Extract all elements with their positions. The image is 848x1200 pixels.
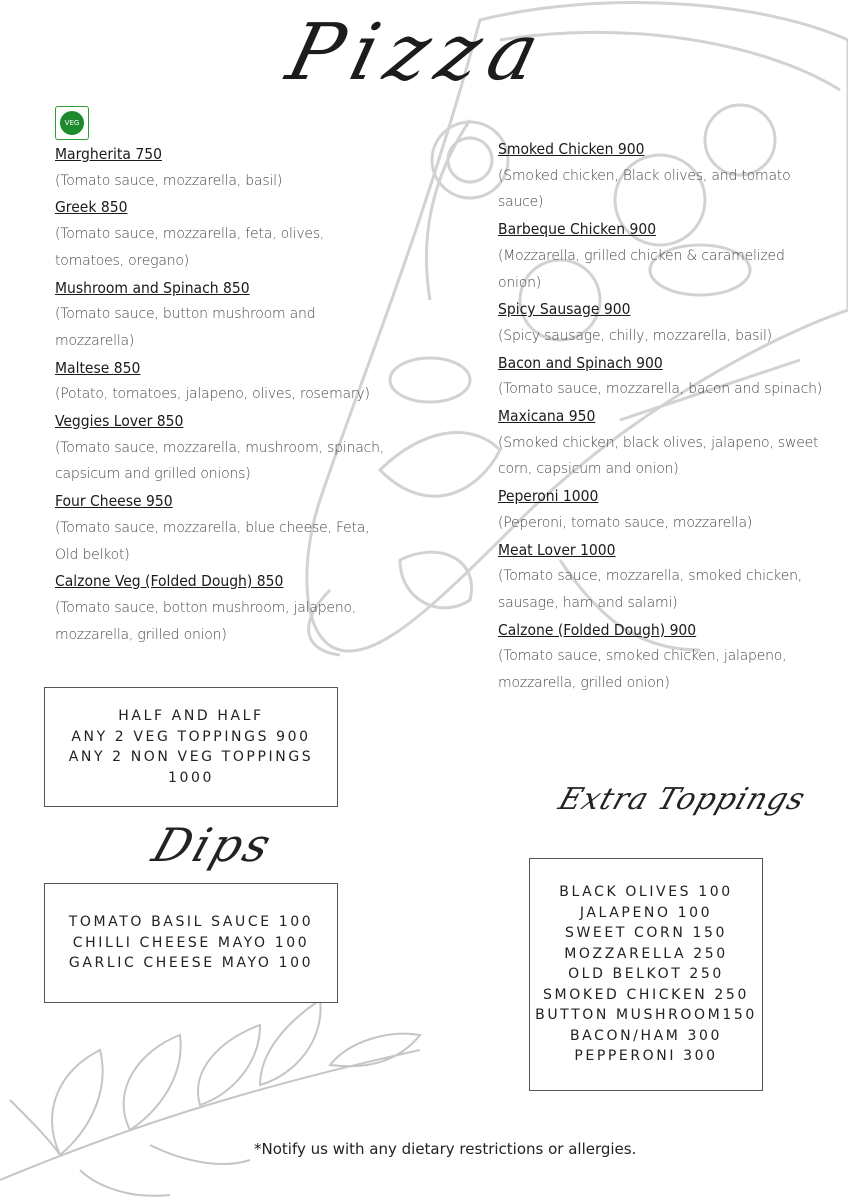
leaf-branch-decoration — [0, 980, 430, 1200]
veg-pizza-list — [55, 141, 385, 648]
topping-item: JALAPENO 100 — [579, 904, 713, 921]
item-name: Peperoni 1000 — [498, 487, 599, 506]
item-description: (Spicy sausage, chilly, mozzarella, basil) — [498, 327, 772, 344]
topping-item: SMOKED CHICKEN 250 — [543, 986, 749, 1003]
item-name: Mushroom and Spinach 850 — [55, 278, 250, 297]
box-line: HALF AND HALF — [118, 708, 264, 724]
item-description: (Tomato sauce, button mushroom and mozzarella) — [55, 306, 316, 349]
item-name: Barbeque Chicken 900 — [498, 220, 657, 239]
menu-item — [498, 617, 828, 697]
item-name: Maxicana 950 — [498, 407, 596, 426]
item-description: (Tomato sauce, mozzarella, basil) — [55, 172, 283, 189]
topping-item: PEPPERONI 300 — [574, 1048, 718, 1065]
allergy-note: *Notify us with any dietary restrictions or allergies. — [254, 1140, 637, 1158]
menu-item — [55, 141, 385, 194]
menu-item — [55, 568, 385, 648]
item-description: (Peperoni, tomato sauce, mozzarella) — [498, 514, 753, 531]
veg-badge-label: VEG — [60, 111, 84, 135]
topping-item: OLD BELKOT 250 — [568, 966, 724, 983]
menu-item — [498, 136, 828, 216]
item-name: Smoked Chicken 900 — [498, 140, 645, 158]
menu-item — [55, 275, 385, 355]
menu-item — [498, 403, 828, 483]
item-name: Four Cheese 950 — [55, 492, 173, 511]
box-line: ANY 2 NON VEG TOPPINGS 1000 — [68, 749, 314, 786]
item-name: Calzone (Folded Dough) 900 — [498, 620, 697, 639]
item-name: Spicy Sausage 900 — [498, 300, 631, 319]
topping-item: BLACK OLIVES 100 — [559, 884, 733, 901]
dip-item: GARLIC CHEESE MAYO 100 — [68, 955, 314, 972]
dips-box — [44, 883, 338, 1003]
item-name: Maltese 850 — [55, 358, 141, 377]
item-name: Meat Lover 1000 — [498, 540, 616, 559]
topping-item: BUTTON MUSHROOM150 — [535, 1007, 757, 1024]
half-and-half-box — [44, 687, 338, 807]
menu-item — [498, 296, 828, 349]
veg-icon — [55, 106, 89, 140]
item-description: (Tomato sauce, mozzarella, mushroom, spinach, capsicum and grilled onions) — [55, 439, 385, 483]
item-description: (Tomato sauce, mozzarella, feta, olives, tomatoes, oregano) — [55, 226, 325, 269]
item-description: (Tomato sauce, botton mushroom, jalapeno, mozzarella, grilled onion) — [55, 599, 357, 643]
item-name: Veggies Lover 850 — [55, 412, 184, 431]
item-description: (Potato, tomatoes, jalapeno, olives, rosemary) — [55, 386, 370, 403]
box-line: ANY 2 VEG TOPPINGS 900 — [71, 728, 311, 745]
item-name: Margherita 750 — [55, 145, 162, 163]
extra-toppings-box — [529, 858, 763, 1091]
item-description: (Tomato sauce, mozzarella, bacon and spinach) — [498, 381, 823, 398]
menu-item — [55, 194, 385, 274]
item-name: Bacon and Spinach 900 — [498, 353, 663, 372]
menu-item — [498, 350, 828, 403]
menu-item — [55, 355, 385, 408]
non-veg-pizza-list — [498, 136, 828, 697]
item-description: (Tomato sauce, mozzarella, blue cheese, Feta, Old belkot) — [55, 519, 370, 563]
menu-item — [498, 483, 828, 536]
topping-item: SWEET CORN 150 — [565, 925, 727, 942]
item-description: (Tomato sauce, mozzarella, smoked chicken, sausage, ham and salami) — [498, 568, 803, 611]
dip-item: CHILLI CHEESE MAYO 100 — [72, 934, 310, 951]
item-description: (Mozzarella, grilled chicken & caramelized onion) — [498, 247, 785, 291]
dip-item: TOMATO BASIL SAUCE 100 — [68, 914, 314, 931]
item-name: Calzone Veg (Folded Dough) 850 — [55, 572, 284, 591]
topping-item: BACON/HAM 300 — [569, 1027, 723, 1044]
item-description: (Tomato sauce, smoked chicken, jalapeno, mozzarella, grilled onion) — [498, 648, 787, 692]
item-description: (Smoked chicken, Black olives, and tomato sauce) — [498, 167, 791, 211]
menu-title: Pizza — [278, 8, 558, 98]
extra-toppings-heading: Extra Toppings — [554, 782, 810, 817]
item-description: (Smoked chicken, black olives, jalapeno, sweet corn, capsicum and onion) — [498, 434, 819, 478]
menu-item — [498, 537, 828, 617]
menu-item — [55, 488, 385, 568]
topping-item: MOZZARELLA 250 — [564, 945, 728, 962]
dips-heading: Dips — [146, 818, 281, 872]
menu-item — [55, 408, 385, 488]
menu-item — [498, 216, 828, 296]
item-name: Greek 850 — [55, 198, 128, 217]
